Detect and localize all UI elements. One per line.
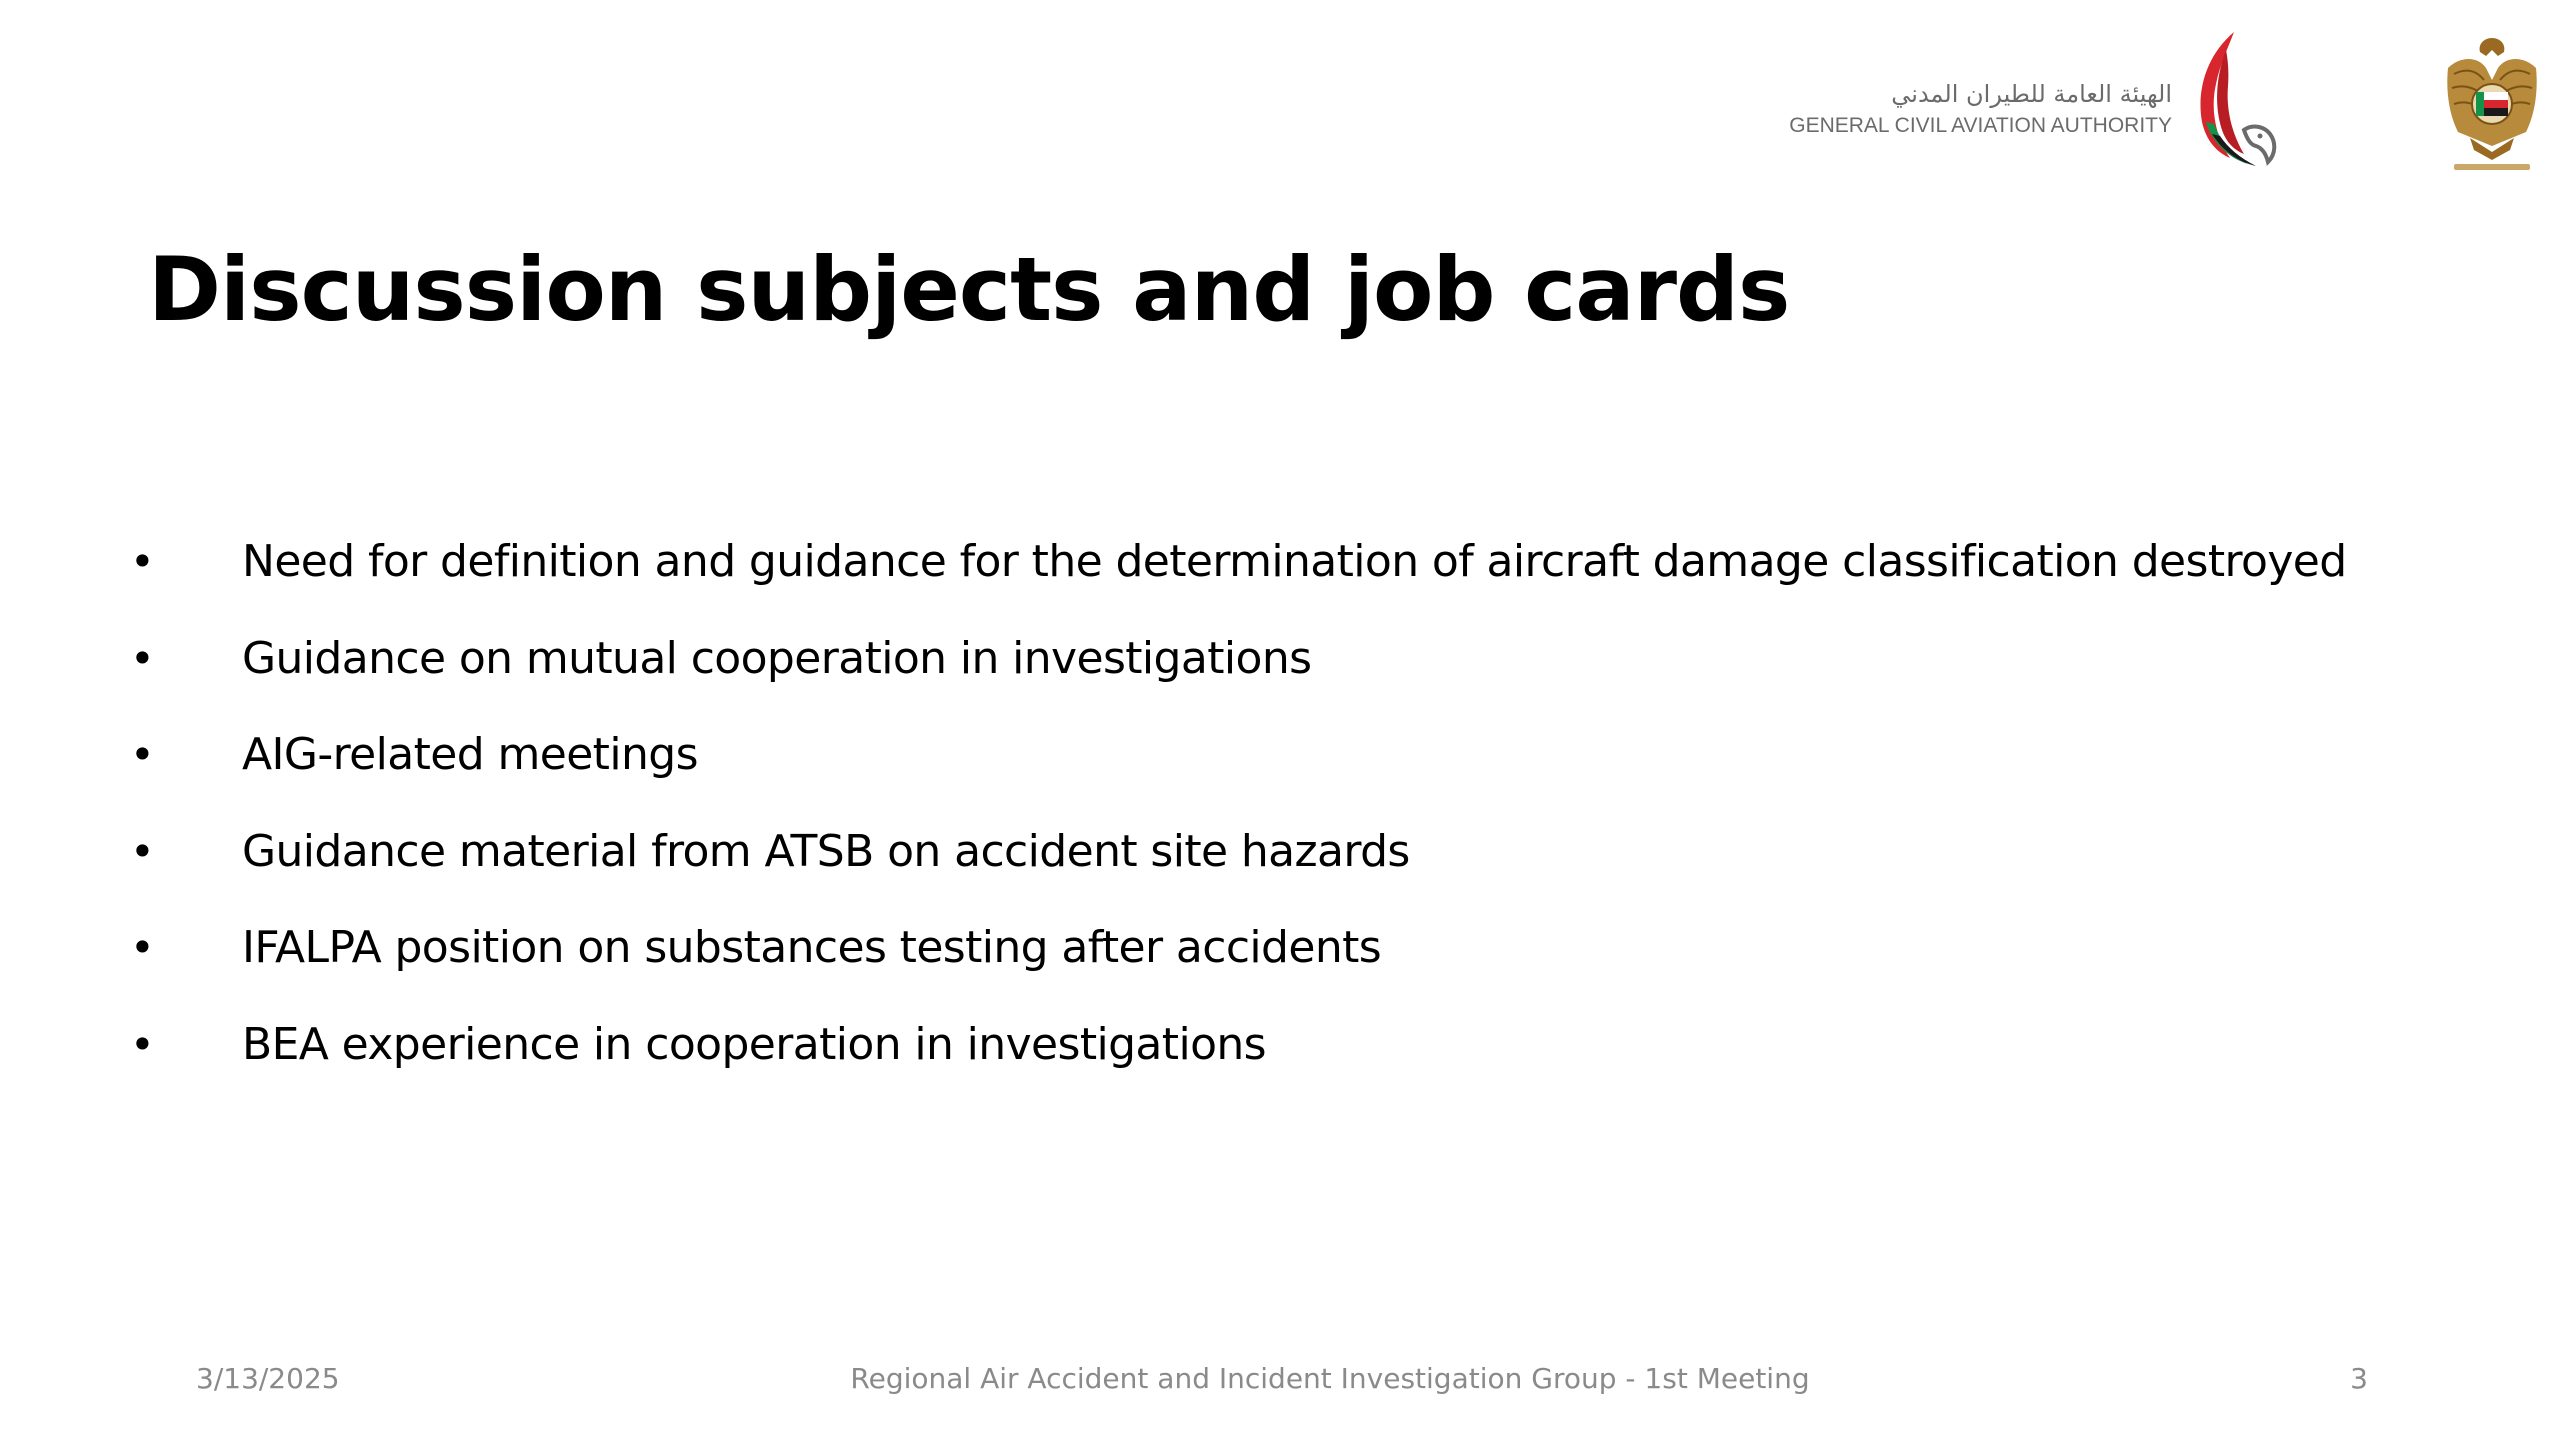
gcaa-wordmark — [1752, 80, 2172, 150]
bullet-marker: • — [130, 923, 155, 972]
bullet-marker: • — [130, 826, 155, 876]
bullet-marker: • — [130, 537, 155, 586]
bullet-text: AIG-related meetings — [242, 729, 698, 780]
footer-page-number: 3 — [2350, 1362, 2368, 1395]
slide-title: Discussion subjects and job cards — [148, 238, 1790, 341]
list-item — [126, 627, 2456, 724]
list-item — [126, 530, 2456, 627]
bullet-marker: • — [130, 1019, 155, 1069]
uae-eagle-emblem-icon — [2440, 28, 2544, 178]
bullet-text: IFALPA position on substances testing after accidents — [242, 922, 1382, 973]
bullet-list — [126, 530, 2456, 1109]
gcaa-emblem-icon — [2186, 30, 2288, 170]
footer-event-title: Regional Air Accident and Incident Investigation Group - 1st Meeting — [850, 1362, 1810, 1395]
footer-date: 3/13/2025 — [196, 1362, 340, 1395]
list-item — [126, 723, 2456, 820]
bullet-text: BEA experience in cooperation in investigations — [242, 1018, 1266, 1070]
bullet-text: Guidance material from ATSB on accident site hazards — [242, 825, 1410, 877]
bullet-marker: • — [130, 730, 155, 779]
bullet-text: Need for definition and guidance for the determination of aircraft damage classification destroyed — [242, 536, 2347, 587]
bullet-marker: • — [130, 633, 155, 683]
list-item — [126, 1013, 2456, 1110]
authority-name-english: GENERAL CIVIL AVIATION AUTHORITY — [1789, 114, 2172, 137]
list-item — [126, 916, 2456, 1013]
authority-name-arabic: الهيئة العامة للطيران المدني — [1891, 80, 2172, 108]
bullet-text: Guidance on mutual cooperation in investigations — [242, 632, 1312, 684]
list-item — [126, 820, 2456, 917]
